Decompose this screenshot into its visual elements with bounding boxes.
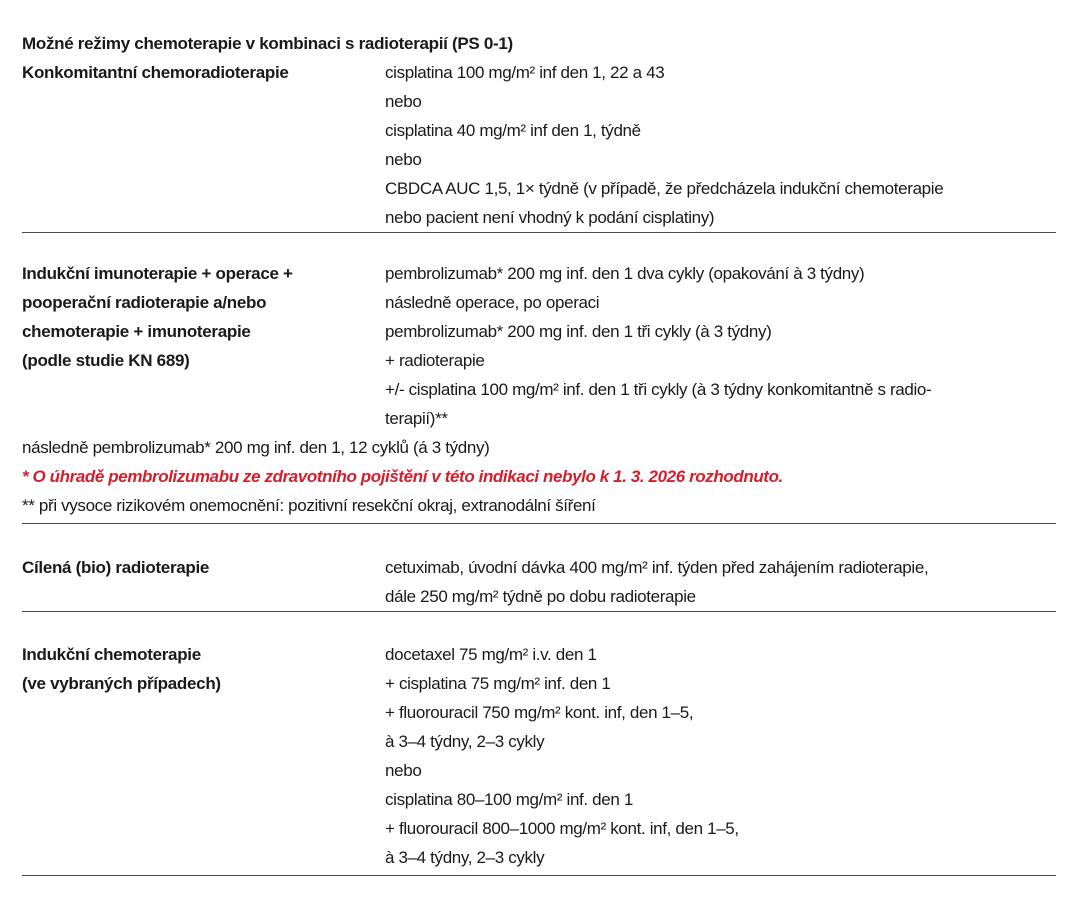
content-line: +/- cisplatina 100 mg/m² inf. den 1 tři cykly (à 3 týdny konkomitantně s radio-: [385, 380, 932, 399]
full-width-line: následně pembrolizumab* 200 mg inf. den 1, 12 cyklů (á 3 týdny): [22, 438, 490, 457]
section-divider: [22, 523, 1056, 524]
label-line: pooperační radioterapie a/nebo: [22, 293, 267, 312]
content-line: pembrolizumab* 200 mg inf. den 1 tři cykly (à 3 týdny): [385, 322, 772, 341]
content-line: + fluorouracil 800–1000 mg/m² kont. inf, den 1–5,: [385, 819, 739, 838]
content-line: + fluorouracil 750 mg/m² kont. inf, den 1–5,: [385, 703, 694, 722]
content-line: cisplatina 40 mg/m² inf den 1, týdně: [385, 121, 641, 140]
content-line: nebo: [385, 92, 422, 111]
section-content-targeted-radiotherapy: [385, 553, 928, 611]
content-line: à 3–4 týdny, 2–3 cykly: [385, 848, 545, 867]
content-line: nebo: [385, 150, 422, 169]
section-label-induction-chemotherapy: [22, 640, 221, 698]
content-line: pembrolizumab* 200 mg inf. den 1 dva cykly (opakování à 3 týdny): [385, 264, 865, 283]
content-line: terapií)**: [385, 409, 448, 428]
section-divider: [22, 875, 1056, 876]
section-divider: [22, 611, 1056, 612]
content-line: cisplatina 80–100 mg/m² inf. den 1: [385, 790, 633, 809]
content-line: nebo pacient není vhodný k podání cisplatiny): [385, 208, 715, 227]
label-line: Indukční imunoterapie + operace +: [22, 264, 293, 283]
table-title: Možné režimy chemoterapie v kombinaci s radioterapií (PS 0-1): [22, 34, 513, 53]
label-line: (podle studie KN 689): [22, 351, 190, 370]
content-line: dále 250 mg/m² týdně po dobu radioterapie: [385, 587, 696, 606]
content-line: nebo: [385, 761, 422, 780]
section-label-induction-immunotherapy: [22, 259, 293, 375]
content-line: à 3–4 týdny, 2–3 cykly: [385, 732, 545, 751]
label-line: Indukční chemoterapie: [22, 645, 201, 664]
label-line: Cílená (bio) radioterapie: [22, 558, 210, 577]
footnote: ** při vysoce rizikovém onemocnění: pozitivní resekční okraj, extranodální šíření: [22, 496, 596, 515]
label-line: (ve vybraných případech): [22, 674, 221, 693]
section-label-targeted-radiotherapy: [22, 553, 209, 582]
content-line: docetaxel 75 mg/m² i.v. den 1: [385, 645, 597, 664]
content-line: CBDCA AUC 1,5, 1× týdně (v případě, že předcházela indukční chemoterapie: [385, 179, 944, 198]
label-line: chemoterapie + imunoterapie: [22, 322, 251, 341]
label-line: Konkomitantní chemoradioterapie: [22, 63, 289, 82]
content-line: cisplatina 100 mg/m² inf den 1, 22 a 43: [385, 63, 665, 82]
content-line: následně operace, po operaci: [385, 293, 600, 312]
section-fullwidth-induction-immunotherapy: [22, 433, 783, 520]
content-line: + radioterapie: [385, 351, 485, 370]
reimbursement-note: * O úhradě pembrolizumabu ze zdravotního pojištění v této indikaci nebylo k 1. 3. 2026 rozhodnuto.: [22, 467, 783, 486]
content-line: + cisplatina 75 mg/m² inf. den 1: [385, 674, 611, 693]
section-label-concomitant: [22, 58, 289, 87]
section-content-induction-chemotherapy: [385, 640, 739, 872]
section-content-induction-immunotherapy: [385, 259, 931, 433]
content-line: cetuximab, úvodní dávka 400 mg/m² inf. týden před zahájením radioterapie,: [385, 558, 929, 577]
section-divider: [22, 232, 1056, 233]
section-content-concomitant: [385, 58, 943, 232]
